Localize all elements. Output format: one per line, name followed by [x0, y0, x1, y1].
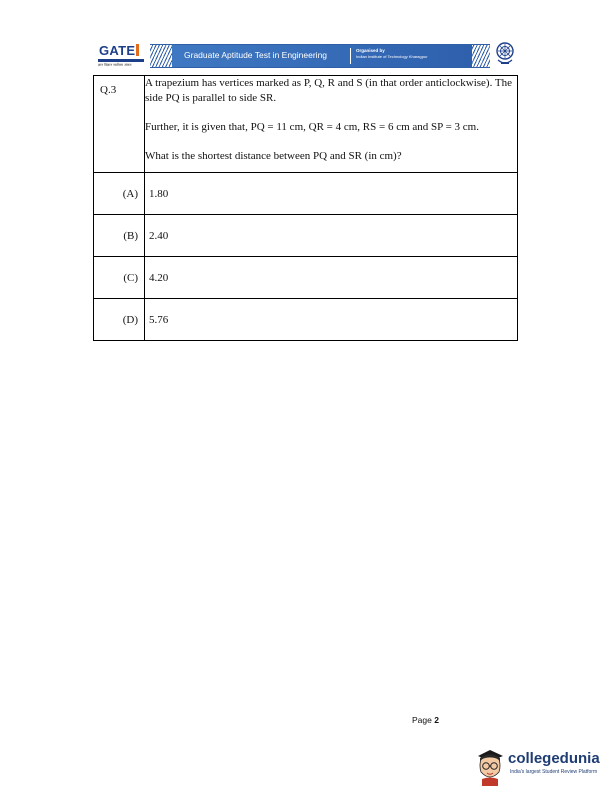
- option-value: 2.40: [149, 229, 169, 242]
- gate-logo-text: GATE: [99, 43, 139, 58]
- question-paragraph: What is the shortest distance between PQ and SR (in cm)?: [145, 150, 402, 162]
- organizer-line1: Organised by: [356, 48, 385, 53]
- option-value: 4.20: [149, 271, 169, 284]
- header-banner-core: [172, 45, 472, 67]
- option-value-cell: [145, 215, 518, 257]
- student-mascot-icon: [472, 746, 508, 788]
- watermark-name: collegedunia: [508, 750, 600, 767]
- option-value-cell: [145, 299, 518, 341]
- exam-header: [94, 40, 518, 72]
- option-label-cell: [94, 299, 145, 341]
- option-row-a: [94, 173, 518, 215]
- option-label: (A): [122, 187, 138, 200]
- page-label: Page: [412, 715, 432, 725]
- header-banner: [150, 44, 490, 68]
- option-label-cell: [94, 215, 145, 257]
- gate-logo-subtext: ज्ञान विज्ञान सर्वोत्तम अंकन: [98, 63, 132, 67]
- option-label: (C): [123, 271, 138, 284]
- iit-emblem-icon: [494, 41, 516, 67]
- question-text-cell: [145, 76, 518, 173]
- option-row-b: [94, 215, 518, 257]
- gate-logo-strip: [98, 59, 144, 62]
- banner-organizer: [356, 48, 428, 59]
- option-label-cell: [94, 173, 145, 215]
- option-label-cell: [94, 257, 145, 299]
- option-value: 1.80: [149, 187, 169, 200]
- page-number: [412, 715, 439, 725]
- page-number-value: 2: [434, 715, 439, 725]
- question-number: Q.3: [100, 84, 117, 96]
- gate-logo: [94, 40, 148, 70]
- watermark-tagline: India's largest Student Review Platform: [510, 769, 598, 775]
- option-value-cell: [145, 173, 518, 215]
- option-value-cell: [145, 257, 518, 299]
- option-label: (D): [122, 313, 138, 326]
- organizer-line2: Indian Institute of Technology Kharagpur: [356, 54, 428, 59]
- option-value: 5.76: [149, 313, 169, 326]
- question-number-cell: [94, 76, 145, 173]
- collegedunia-watermark: [470, 746, 612, 792]
- banner-divider: [350, 48, 351, 64]
- option-row-c: [94, 257, 518, 299]
- option-row-d: [94, 299, 518, 341]
- question-row: [94, 76, 518, 173]
- question-paragraph: Further, it is given that, PQ = 11 cm, QR = 4 cm, RS = 6 cm and SP = 3 cm.: [145, 121, 479, 133]
- option-label: (B): [123, 229, 138, 242]
- question-table: [93, 75, 518, 341]
- banner-title: Graduate Aptitude Test in Engineering: [184, 50, 328, 60]
- question-paragraph: A trapezium has vertices marked as P, Q, R and S (in that order anticlockwise). The side PQ is parallel to side SR.: [145, 77, 512, 104]
